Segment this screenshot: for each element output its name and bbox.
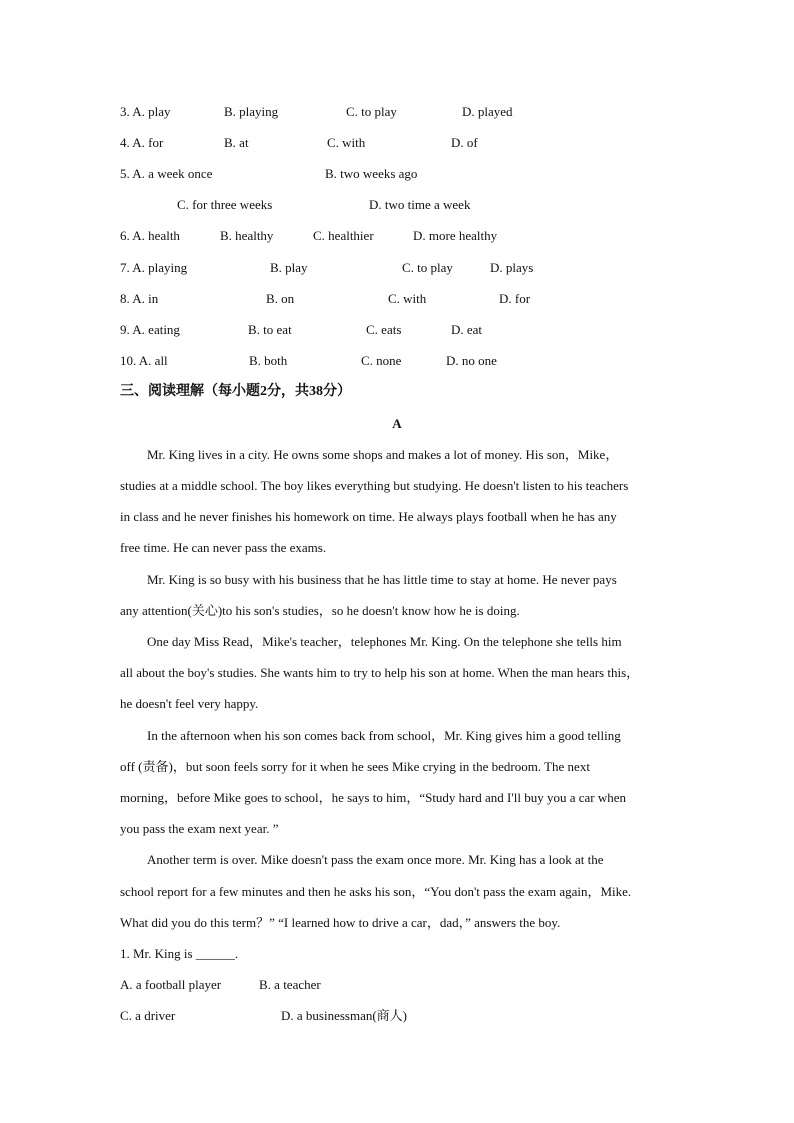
option-d: D. a businessman(商人) [281, 1008, 408, 1023]
option-b: B. a teacher [259, 977, 321, 992]
passage-line: free time. He can never pass the exams. [120, 540, 327, 555]
passage-line: in class and he never finishes his homework on time. He always plays football when he has any [120, 509, 617, 524]
passage-label: A [392, 416, 402, 431]
option-a: 4. A. for [120, 135, 164, 150]
option-c: C. for three weeks [177, 197, 273, 212]
passage-line: off (责备)，but soon feels sorry for it when he sees Mike crying in the bedroom. The next [120, 759, 590, 774]
option-d: D. for [499, 291, 531, 306]
passage-line: Mr. King lives in a city. He owns some shops and makes a lot of money. His son，Mike， [147, 447, 619, 462]
question-stem: 1. Mr. King is ______. [120, 946, 239, 961]
passage-line: One day Miss Read，Mike's teacher，telephones Mr. King. On the telephone she tells him [147, 634, 622, 649]
option-c: C. to play [346, 104, 397, 119]
passage-line: he doesn't feel very happy. [120, 696, 259, 711]
passage-line: Mr. King is so busy with his business that he has little time to stay at home. He never pays [147, 572, 617, 587]
passage-line: In the afternoon when his son comes back from school，Mr. King gives him a good telling [147, 728, 621, 743]
option-b: B. healthy [220, 228, 274, 243]
option-d: D. plays [490, 260, 534, 275]
option-b: B. both [249, 353, 288, 368]
section-heading: 三、阅读理解（每小题2分，共38分） [120, 384, 351, 399]
option-c: C. with [388, 291, 427, 306]
option-c: C. eats [366, 322, 402, 337]
option-c: C. to play [402, 260, 453, 275]
option-b: B. on [266, 291, 295, 306]
option-c: C. healthier [313, 228, 374, 243]
passage-line: morning，before Mike goes to school，he says to him，“Study hard and I'll buy you a car when [120, 790, 626, 805]
option-a: A. a football player [120, 977, 222, 992]
option-d: D. more healthy [413, 228, 498, 243]
option-d: D. of [451, 135, 478, 150]
option-a: 10. A. all [120, 353, 168, 368]
passage-line: school report for a few minutes and then he asks his son，“You don't pass the exam again，Mike. [120, 884, 632, 899]
option-d: D. eat [451, 322, 483, 337]
passage-line: studies at a middle school. The boy likes everything but studying. He doesn't listen to his teachers [120, 478, 629, 493]
passage-line: you pass the exam next year. ” [120, 821, 279, 836]
passage-line: Another term is over. Mike doesn't pass the exam once more. Mr. King has a look at the [147, 852, 604, 867]
option-b: B. playing [224, 104, 279, 119]
option-a: 6. A. health [120, 228, 180, 243]
option-b: B. at [224, 135, 249, 150]
option-d: D. two time a week [369, 197, 471, 212]
option-a: 5. A. a week once [120, 166, 213, 181]
option-c: C. a driver [120, 1008, 176, 1023]
passage-line: What did you do this term？” “I learned how to drive a car，dad，” answers the boy. [120, 915, 561, 930]
option-a: 3. A. play [120, 104, 171, 119]
option-a: 8. A. in [120, 291, 159, 306]
option-d: D. played [462, 104, 513, 119]
option-c: C. none [361, 353, 402, 368]
passage-line: all about the boy's studies. She wants him to try to help his son at home. When the man hears this， [120, 665, 640, 680]
option-b: B. play [270, 260, 308, 275]
option-c: C. with [327, 135, 366, 150]
option-d: D. no one [446, 353, 497, 368]
option-a: 9. A. eating [120, 322, 180, 337]
option-a: 7. A. playing [120, 260, 188, 275]
option-b: B. two weeks ago [325, 166, 418, 181]
passage-line: any attention(关心)to his son's studies，so he doesn't know how he is doing. [120, 603, 520, 618]
option-b: B. to eat [248, 322, 292, 337]
